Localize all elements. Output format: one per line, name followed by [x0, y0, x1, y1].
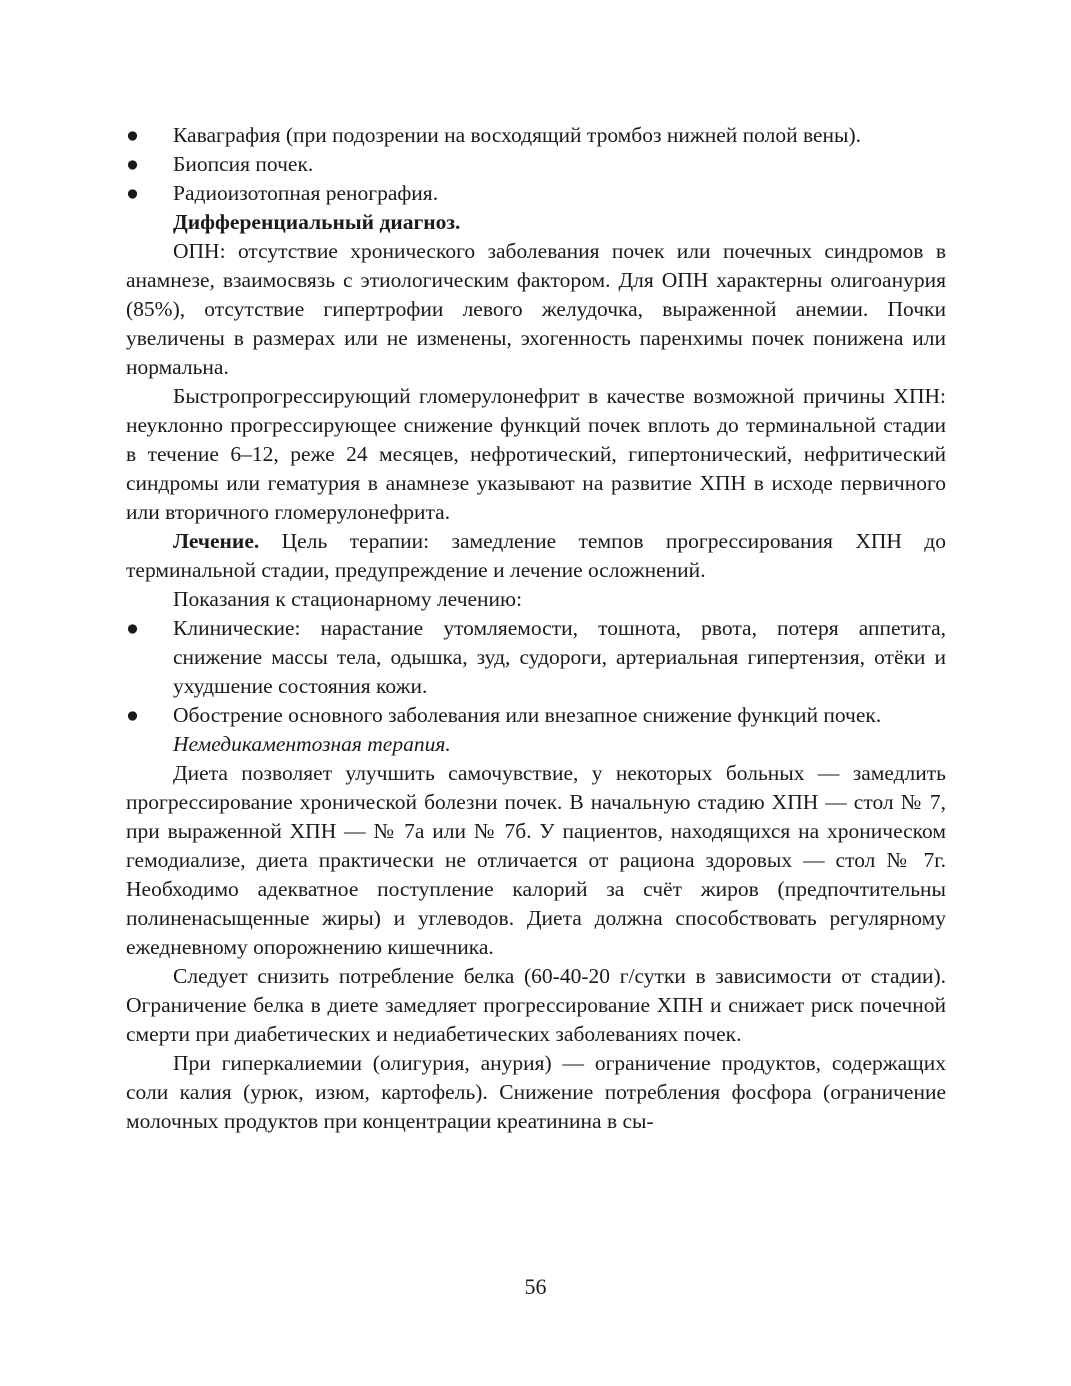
paragraph: ОПН: отсутствие хронического заболевания почек или почечных синдромов в анамнезе, взаимосвязь с этиологическим фактором. Для ОПН характерны олигоанурия (85%), отсутствие гипертрофии левого желудочка, выраженной анемии. Почки увеличены в размерах или не изменены, эхогенность паренхимы почек понижена или нормальна.: [126, 239, 946, 379]
list-item-text: Каваграфия (при подозрении на восходящий тромбоз нижней полой вены).: [173, 123, 862, 147]
page-number: 56: [524, 1274, 547, 1299]
paragraph-treatment: [126, 527, 946, 585]
paragraph: Следует снизить потребление белка (60-40-20 г/сутки в зависимости от стадии). Ограничение белка в диете замедляет прогрессирование ХПН и снижает риск почечной смерти при диабетических и недиабетических заболеваниях почек.: [126, 964, 946, 1046]
list-item: [126, 150, 946, 179]
bullet-icon: ●: [126, 616, 139, 640]
section-heading-differential-diagnosis: Дифференциальный диагноз.: [173, 210, 461, 234]
list-item: [126, 614, 946, 701]
bullet-icon: ●: [126, 181, 139, 205]
treatment-heading: Лечение.: [173, 529, 260, 553]
paragraph: Быстропрогрессирующий гломерулонефрит в качестве возможной причины ХПН: неуклонно прогрессирующее снижение функций почек вплоть до терминальной стадии в течение 6–12, реже 24 месяцев, нефротический, гипертонический, нефритический синдромы или гематурия в анамнезе указывают на развитие ХПН в исходе первичного или вторичного гломерулонефрита.: [126, 384, 946, 524]
list-item-text: Клинические: нарастание утомляемости, тошнота, рвота, потеря аппетита, снижение массы тела, одышка, зуд, судороги, артериальная гипертензия, отёки и ухудшение состояния кожи.: [173, 616, 946, 698]
bullet-icon: ●: [126, 703, 139, 727]
list-item: [126, 121, 946, 150]
bullet-icon: ●: [126, 123, 139, 147]
bullet-icon: ●: [126, 152, 139, 176]
treatment-text: Цель терапии: замедление темпов прогрессирования ХПН до терминальной стадии, предупреждение и лечение осложнений.: [126, 529, 946, 582]
list-item-text: Обострение основного заболевания или внезапное снижение функций почек.: [173, 703, 882, 727]
list-item: [126, 179, 946, 208]
list-item-text: Радиоизотопная ренография.: [173, 181, 439, 205]
paragraph: Диета позволяет улучшить самочувствие, у некоторых больных — замедлить прогрессирование хронической болезни почек. В начальную стадию ХПН — стол № 7, при выраженной ХПН — № 7а или № 7б. У пациентов, находящихся на хроническом гемодиализе, диета практически не отличается от рациона здоровых — стол № 7г. Необходимо адекватное поступление калорий за счёт жиров (предпочтительны полиненасыщенные жиры) и углеводов. Диета должна способствовать регулярному ежедневному опорожнению кишечника.: [126, 761, 946, 959]
list-item-text: Биопсия почек.: [173, 152, 314, 176]
list-item: [126, 701, 946, 730]
paragraph: Показания к стационарному лечению:: [173, 587, 523, 611]
document-page: [126, 121, 946, 1136]
paragraph: При гиперкалиемии (олигурия, анурия) — ограничение продуктов, содержащих соли калия (урюк, изюм, картофель). Снижение потребления фосфора (ограничение молочных продуктов при концентрации креатинина в сы-: [126, 1051, 946, 1133]
section-heading-nondrug-therapy: Немедикаментозная терапия.: [173, 732, 451, 756]
